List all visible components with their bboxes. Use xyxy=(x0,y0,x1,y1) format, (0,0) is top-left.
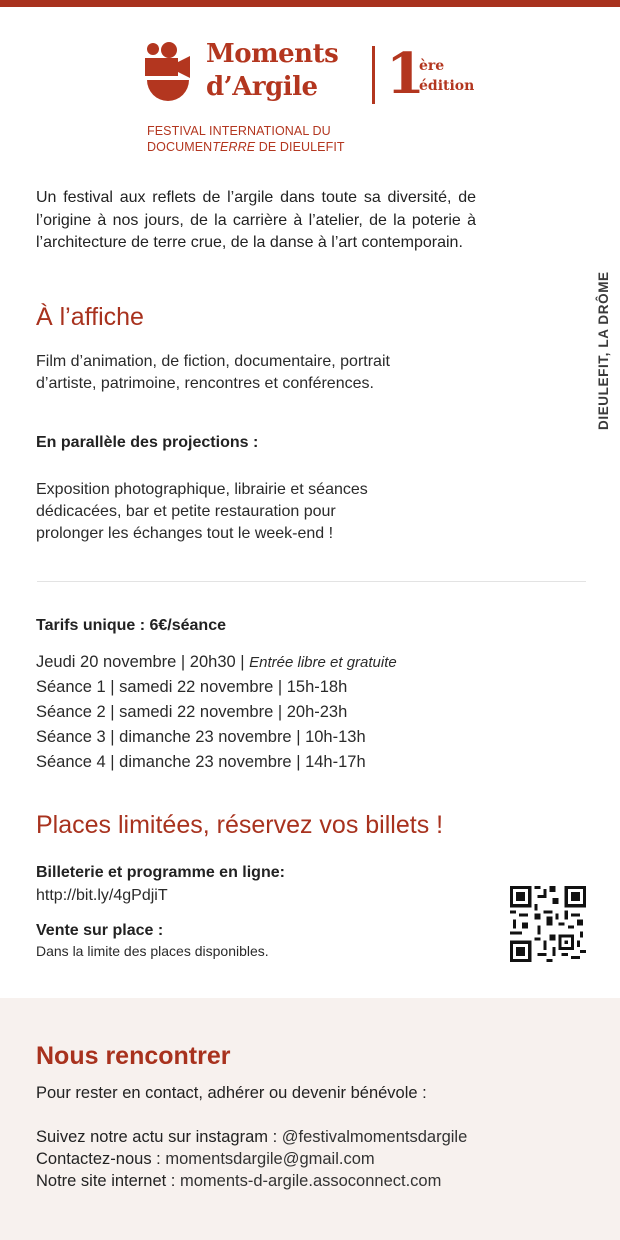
online-label: Billeterie et programme en ligne: xyxy=(36,864,285,881)
section-divider xyxy=(37,581,586,582)
edition-word: édition xyxy=(419,78,475,94)
intro-paragraph: Un festival aux reflets de l’argile dans toute sa diversité, de l’origine à nos jours, de la carrière à l’atelier, de la poterie à l’architecture de terre crue, de la danse à l’art contemporain. xyxy=(36,189,476,251)
festival-subtitle-line1: FESTIVAL INTERNATIONAL DU xyxy=(147,124,331,138)
parallel-text xyxy=(36,479,368,545)
schedule-text: Jeudi 20 novembre | 20h30 | xyxy=(36,653,250,671)
website-link[interactable]: moments-d-argile.assoconnect.com xyxy=(179,1172,442,1190)
parallel-heading: En parallèle des projections : xyxy=(36,434,259,451)
tarifs-heading: Tarifs unique : 6€/séance xyxy=(36,617,226,634)
affiche-text xyxy=(36,351,390,395)
festival-subtitle xyxy=(147,123,345,155)
schedule-text: Séance 2 | samedi 22 novembre | 20h-23h xyxy=(36,703,348,721)
contact-heading: Nous rencontrer xyxy=(36,1042,231,1070)
subtitle-italic: TERRE xyxy=(212,140,256,154)
schedule-text: Séance 1 | samedi 22 novembre | 15h-18h xyxy=(36,678,348,696)
parallel-line1: Exposition photographique, librairie et séances xyxy=(36,481,368,498)
schedule-text: Séance 4 | dimanche 23 novembre | 14h-17h xyxy=(36,753,366,771)
contact-section xyxy=(0,998,620,1240)
subtitle-part1: DOCUMEN xyxy=(147,140,213,154)
subtitle-part2: DE DIEULEFIT xyxy=(255,140,345,154)
instagram-link[interactable]: @festivalmomentsdargile xyxy=(281,1128,468,1146)
logo-title xyxy=(206,38,338,104)
parallel-line2: dédicacées, bar et petite restauration pour xyxy=(36,503,336,520)
schedule-row xyxy=(36,750,397,775)
side-location-label: DIEULEFIT, LA DRÔME xyxy=(596,271,611,430)
schedule-row xyxy=(36,650,397,675)
affiche-line1: Film d’animation, de fiction, documentaire, portrait xyxy=(36,353,390,370)
qr-code-icon[interactable] xyxy=(510,886,586,962)
schedule-note: Entrée libre et gratuite xyxy=(249,654,397,671)
top-accent-bar xyxy=(0,0,620,7)
schedule-row xyxy=(36,725,397,750)
email-label: Contactez-nous : xyxy=(36,1150,166,1168)
parallel-line3: prolonger les échanges tout le week-end ! xyxy=(36,525,334,542)
festival-subtitle-line2 xyxy=(147,139,345,155)
edition-number: 1 xyxy=(386,41,425,107)
schedule-row xyxy=(36,675,397,700)
affiche-line2: d’artiste, patrimoine, rencontres et conférences. xyxy=(36,375,374,392)
instagram-label: Suivez notre actu sur instagram : xyxy=(36,1128,282,1146)
online-link[interactable]: http://bit.ly/4gPdjiT xyxy=(36,887,168,904)
schedule-list xyxy=(36,650,397,775)
edition-superscript: ère xyxy=(419,58,445,74)
onsite-label: Vente sur place : xyxy=(36,922,164,939)
website-line xyxy=(36,1170,441,1192)
email-link[interactable]: momentsdargile@gmail.com xyxy=(165,1150,375,1168)
contact-intro: Pour rester en contact, adhérer ou devenir bénévole : xyxy=(36,1084,427,1102)
reservation-heading: Places limitées, réservez vos billets ! xyxy=(36,811,444,839)
logo-icon xyxy=(145,42,191,102)
onsite-note: Dans la limite des places disponibles. xyxy=(36,943,269,959)
website-label: Notre site internet : xyxy=(36,1172,180,1190)
logo-title-line1: Moments xyxy=(206,39,339,69)
schedule-text: Séance 3 | dimanche 23 novembre | 10h-13h xyxy=(36,728,366,746)
affiche-heading: À l’affiche xyxy=(36,303,144,331)
email-line xyxy=(36,1148,375,1170)
instagram-line xyxy=(36,1126,467,1148)
schedule-row xyxy=(36,700,397,725)
logo-title-line2: d’Argile xyxy=(206,72,318,102)
logo-separator xyxy=(372,46,375,104)
